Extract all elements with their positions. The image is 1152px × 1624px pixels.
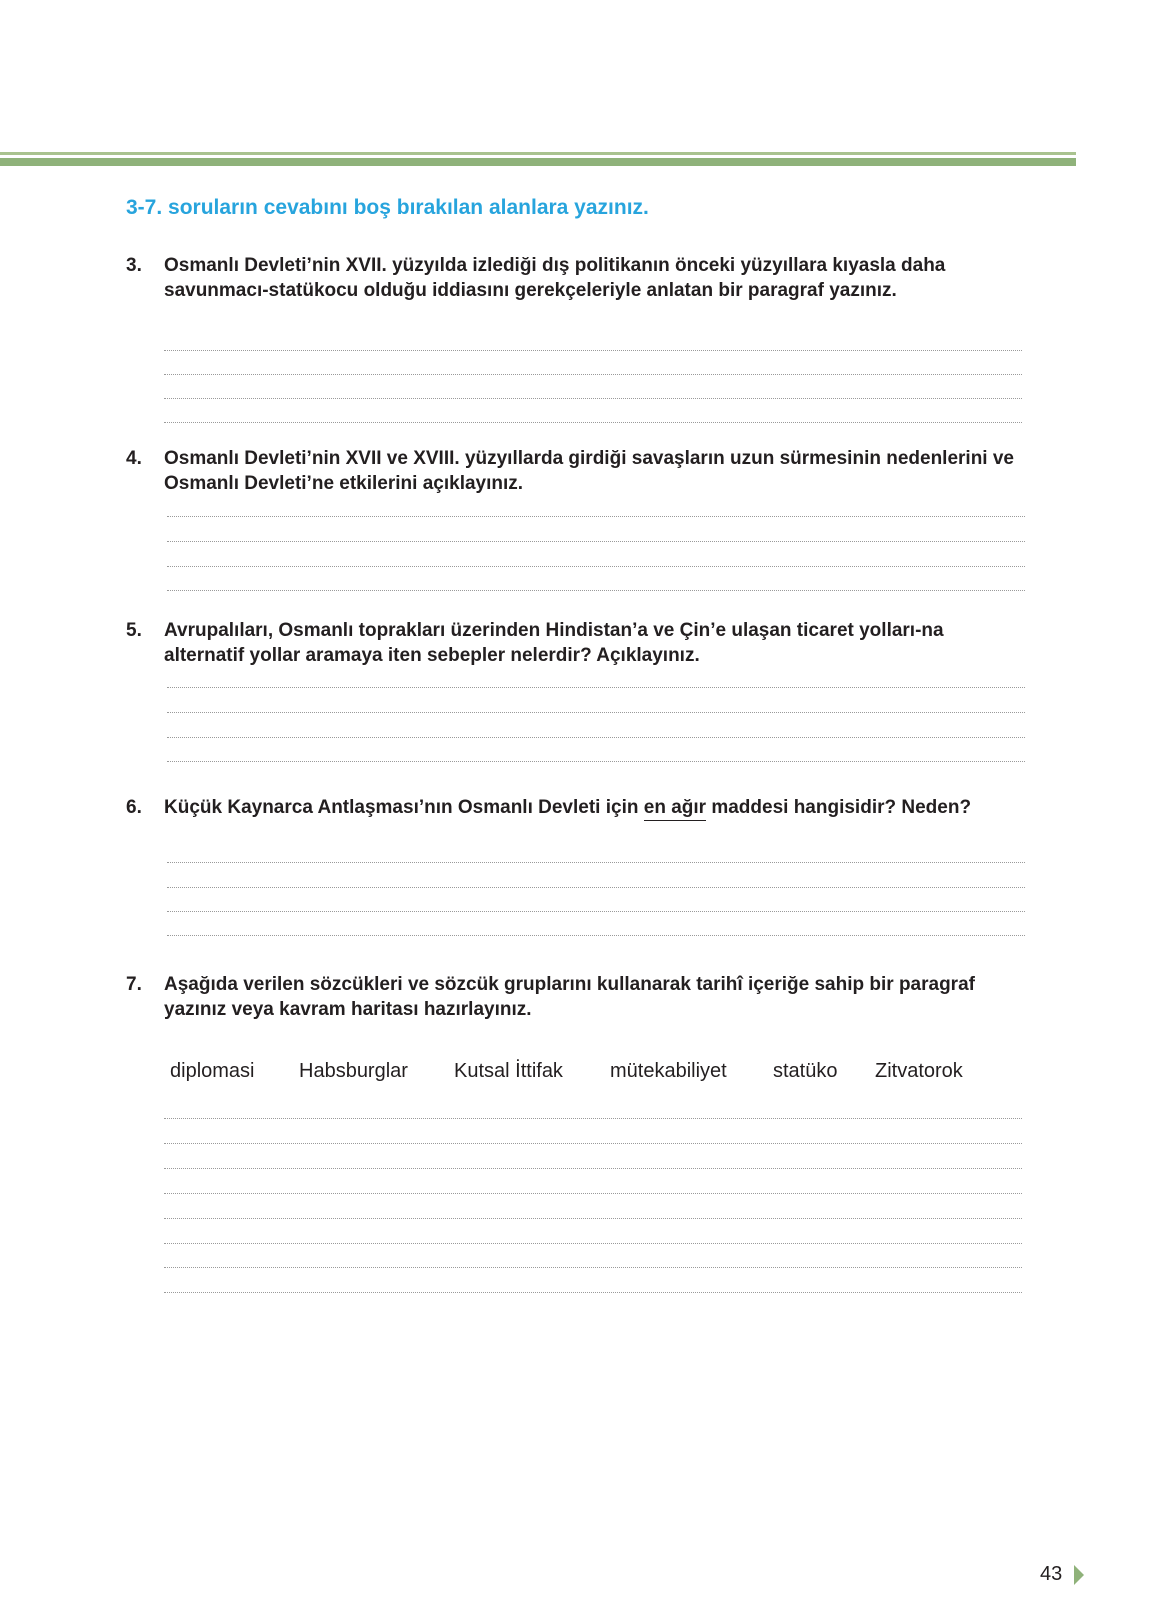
question-number: 7. — [126, 974, 142, 995]
question-7 — [126, 972, 1026, 1022]
answer-line — [167, 935, 1025, 936]
question-6 — [126, 795, 1026, 820]
answer-line — [164, 1168, 1022, 1169]
answer-line — [167, 687, 1025, 688]
question-header — [126, 446, 1026, 496]
answer-line — [164, 422, 1022, 423]
underlined-emphasis: en ağır — [644, 797, 706, 821]
answer-line — [164, 398, 1022, 399]
answer-line — [167, 566, 1025, 567]
question-text: Osmanlı Devleti’nin XVII ve XVIII. yüzyıllarda girdiği savaşların uzun sürmesinin nedenlerini ve Osmanlı Devleti’ne etkilerini açıklayınız. — [164, 448, 1014, 494]
answer-line — [164, 1267, 1022, 1268]
page-number: 43 — [1040, 1563, 1063, 1585]
question-header — [126, 618, 1026, 668]
answer-line — [164, 1143, 1022, 1144]
question-text: Aşağıda verilen sözcükleri ve sözcük gruplarını kullanarak tarihî içeriğe sahip bir paragraf yazınız veya kavram haritası hazırlayınız. — [164, 974, 975, 1020]
answer-line — [167, 516, 1025, 517]
word-bank-item: Zitvatorok — [875, 1060, 963, 1082]
word-bank-item: mütekabiliyet — [610, 1060, 727, 1082]
question-4 — [126, 446, 1026, 496]
question-text-part: Küçük Kaynarca Antlaşması’nın Osmanlı Devleti için — [164, 797, 644, 818]
header-band-thick — [0, 158, 1076, 166]
answer-line — [164, 1218, 1022, 1219]
question-number: 3. — [126, 255, 142, 276]
answer-line — [167, 590, 1025, 591]
answer-line — [164, 1118, 1022, 1119]
section-instruction: 3-7. soruların cevabını boş bırakılan alanlara yazınız. — [126, 196, 649, 219]
answer-line — [164, 1243, 1022, 1244]
question-header — [126, 972, 1026, 1022]
question-header — [126, 795, 1026, 820]
header-band-thin — [0, 152, 1076, 155]
answer-line — [167, 911, 1025, 912]
answer-line — [164, 350, 1022, 351]
question-number: 4. — [126, 448, 142, 469]
word-bank-item: Habsburglar — [299, 1060, 408, 1082]
answer-line — [164, 1292, 1022, 1293]
question-text: Avrupalıları, Osmanlı toprakları üzerinden Hindistan’a ve Çin’e ulaşan ticaret yolları-na alternatif yollar aramaya iten sebepler nelerdir? Açıklayınız. — [164, 620, 944, 666]
answer-line — [167, 737, 1025, 738]
answer-line — [164, 1193, 1022, 1194]
answer-line — [164, 374, 1022, 375]
question-number: 6. — [126, 797, 142, 818]
question-header — [126, 253, 1026, 303]
word-bank-item: Kutsal İttifak — [454, 1060, 563, 1082]
question-3 — [126, 253, 1026, 303]
answer-line — [167, 712, 1025, 713]
answer-line — [167, 862, 1025, 863]
answer-line — [167, 541, 1025, 542]
answer-line — [167, 761, 1025, 762]
next-page-arrow-icon — [1074, 1565, 1084, 1585]
question-text-part: maddesi hangisidir? Neden? — [706, 797, 972, 818]
question-text — [164, 795, 1026, 820]
question-text: Osmanlı Devleti’nin XVII. yüzyılda izlediği dış politikanın önceki yüzyıllara kıyasla daha savunmacı-statükocu olduğu iddiasını gerekçeleriyle anlatan bir paragraf yazınız. — [164, 255, 946, 301]
answer-line — [167, 887, 1025, 888]
question-number: 5. — [126, 620, 142, 641]
question-5 — [126, 618, 1026, 668]
word-bank-item: statüko — [773, 1060, 838, 1082]
word-bank-item: diplomasi — [170, 1060, 255, 1082]
